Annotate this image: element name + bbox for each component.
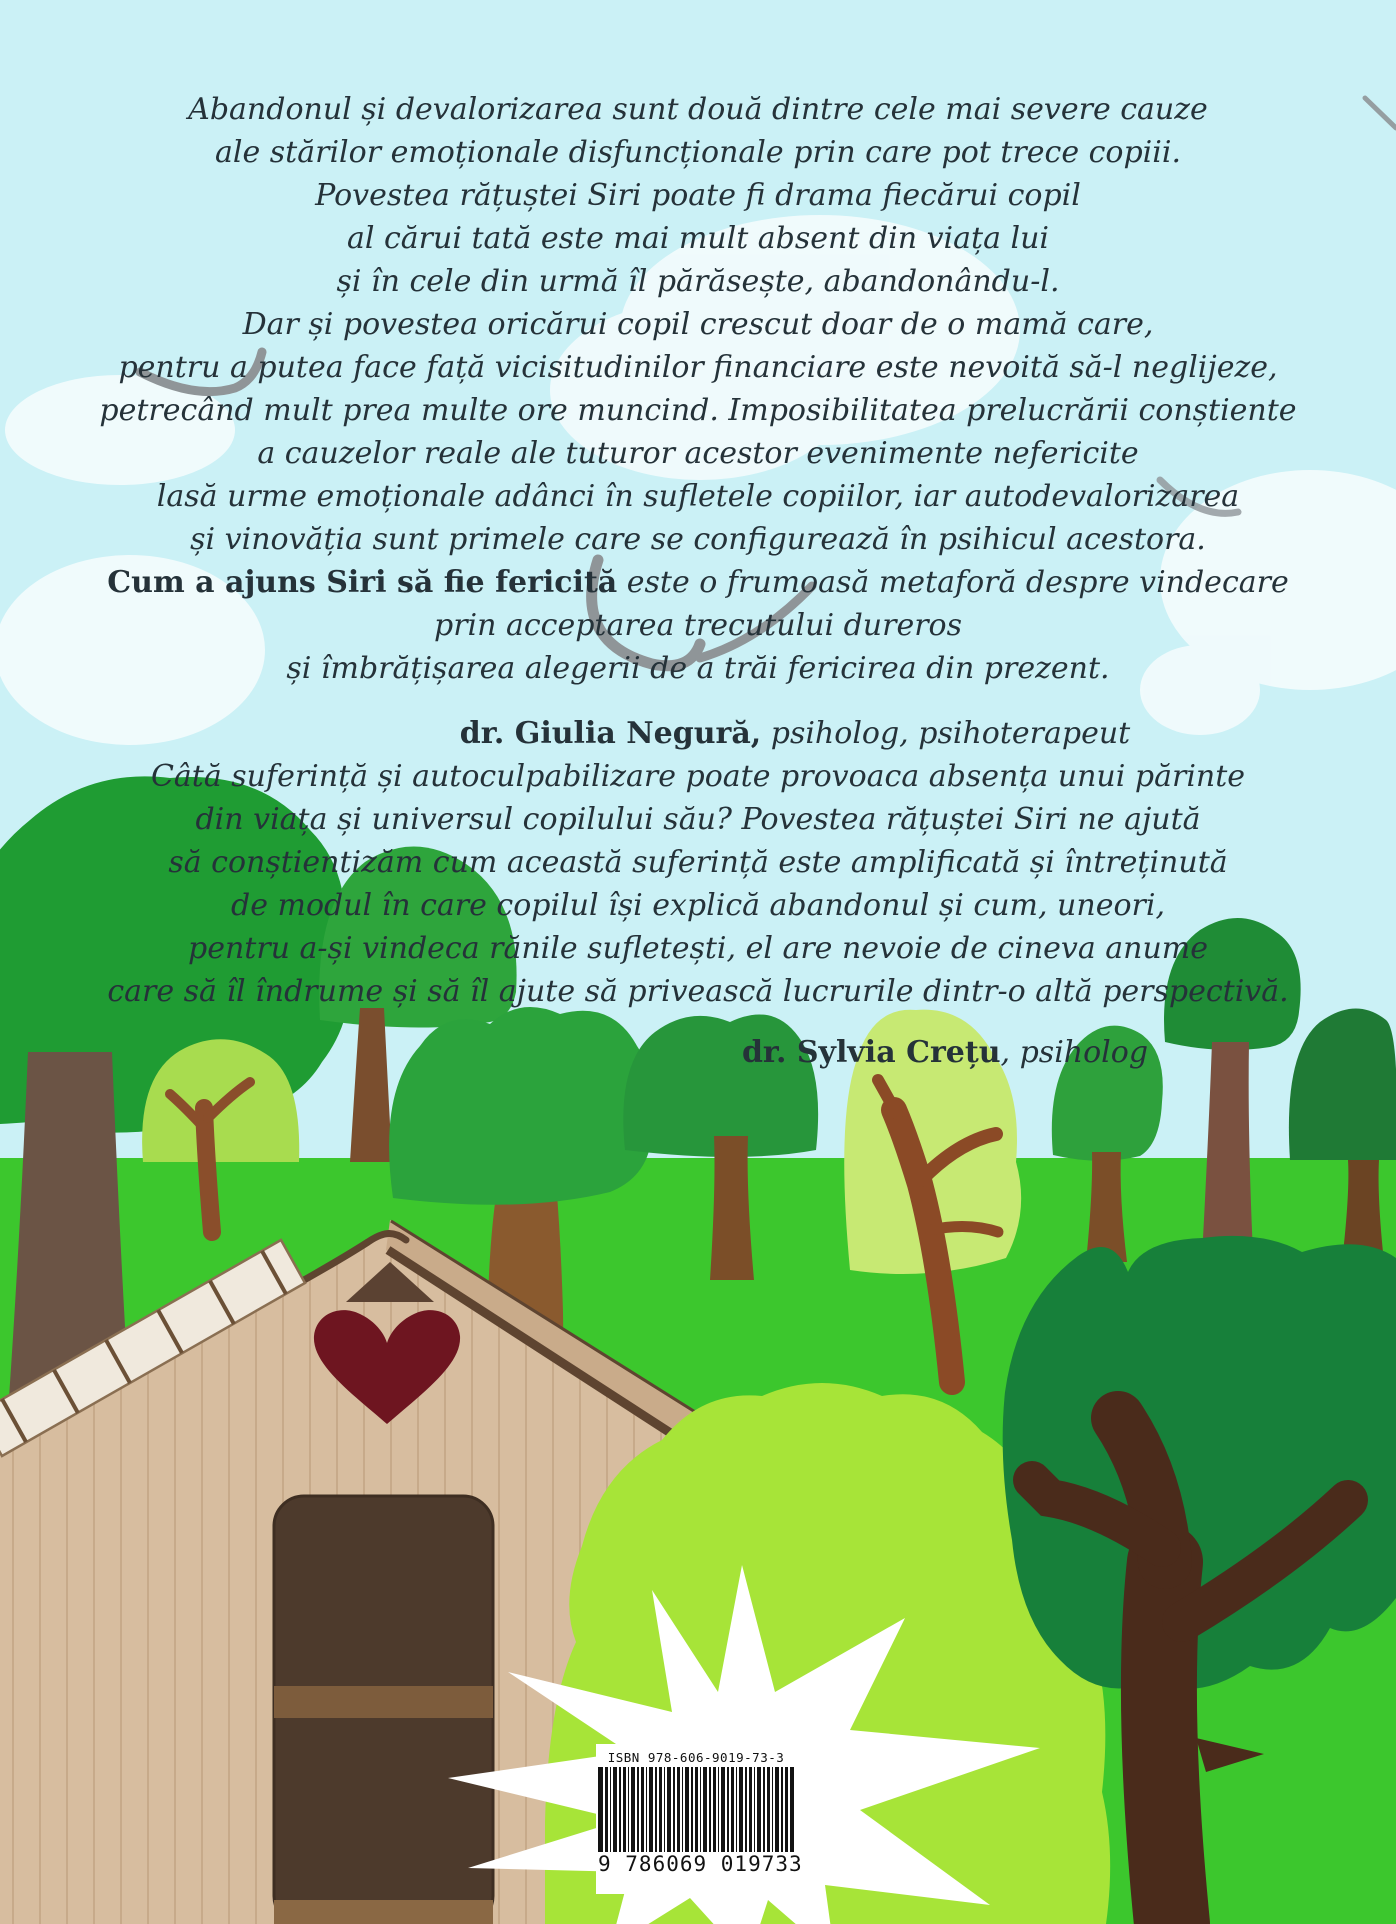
review-line: care să îl îndrume și să îl ajute să privească lucrurile dintr-o altă perspectivă. — [107, 974, 1289, 1009]
review-line: Câtă suferință și autoculpabilizare poate provoaca absența unui părinte — [150, 759, 1246, 794]
review-line: prin acceptarea trecutului dureros — [433, 608, 963, 643]
review-author-1: dr. Giulia Negură, psiholog, psihoterapeut — [459, 716, 1131, 751]
review-line: al cărui tată este mai mult absent din viața lui — [346, 221, 1050, 256]
review-quote-2 — [0, 755, 1396, 1074]
review-line: a cauzelor reale ale tuturor acestor evenimente nefericite — [257, 436, 1139, 471]
book-title: Cum a ajuns Siri să fie fericită — [107, 565, 618, 600]
review-line: Povestea rățuștei Siri poate fi drama fiecărui copil — [315, 178, 1081, 213]
review-line: să conștientizăm cum această suferință este amplificată și întreținută — [168, 845, 1228, 880]
review-line: ale stărilor emoționale disfuncționale prin care pot trece copiii. — [215, 135, 1181, 170]
review-line-title: Cum a ajuns Siri să fie fericită este o frumoasă metaforă despre vindecare — [107, 565, 1289, 600]
review-line: pentru a putea face față vicisitudinilor financiare este nevoită să-l neglijeze, — [118, 350, 1278, 385]
barcode — [598, 1750, 803, 1876]
review-line: pentru a-și vindeca rănile sufletești, el are nevoie de cineva anume — [188, 931, 1208, 966]
review-line: de modul în care copilul își explică abandonul și cum, uneori, — [231, 888, 1165, 923]
review-line: lasă urme emoționale adânci în sufletele copiilor, iar autodevalorizarea — [156, 479, 1240, 514]
review-line: și îmbrățișarea alegerii de a trăi fericirea din prezent. — [286, 651, 1110, 686]
barcode-digits: 9 786069 019733 — [598, 1852, 803, 1876]
review-line: petrecând mult prea multe ore muncind. Imposibilitatea prelucrării conștiente — [99, 393, 1297, 428]
isbn-label: ISBN 978-606-9019-73-3 — [607, 1750, 785, 1765]
review-quote-1 — [0, 88, 1396, 755]
review-line: din viața și universul copilului său? Povestea rățuștei Siri ne ajută — [195, 802, 1201, 837]
barcode-bars — [598, 1767, 794, 1855]
review-author-2: dr. Sylvia Crețu, psiholog — [741, 1035, 1149, 1070]
review-line: și în cele din urmă îl părăsește, abandonându-l. — [336, 264, 1060, 299]
door-icon — [274, 1496, 493, 1924]
review-line: și vinovăția sunt primele care se configurează în psihicul acestora. — [190, 522, 1206, 557]
review-line: Dar și povestea oricărui copil crescut doar de o mamă care, — [242, 307, 1154, 342]
review-line: Abandonul și devalorizarea sunt două dintre cele mai severe cauze — [188, 92, 1208, 127]
